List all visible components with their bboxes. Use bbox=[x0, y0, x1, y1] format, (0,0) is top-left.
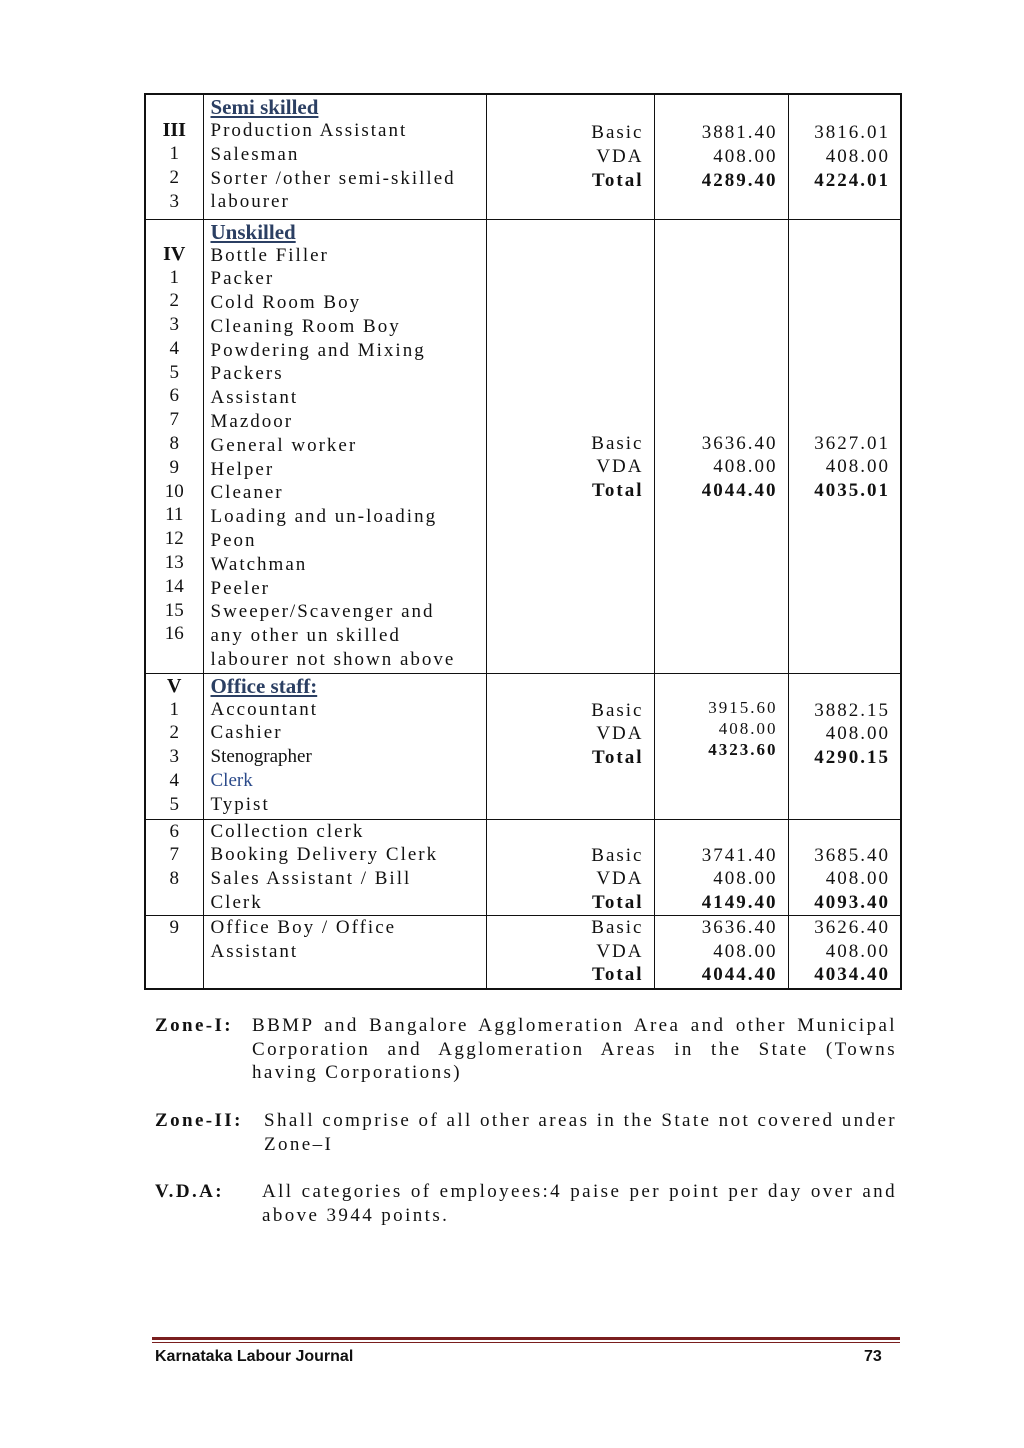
designation: Sorter /other semi-skilled bbox=[210, 167, 456, 189]
vda-note bbox=[155, 1180, 897, 1227]
table-row bbox=[145, 915, 901, 989]
zone1-value: 3741.40 bbox=[701, 844, 778, 866]
note-text: All categories of employees:4 paise per point per day over and above 3944 points. bbox=[262, 1181, 897, 1226]
zone1-value: 4323.60 bbox=[708, 739, 778, 759]
designation-cell bbox=[203, 915, 486, 989]
zone2-note bbox=[155, 1109, 897, 1156]
footer-rule bbox=[152, 1337, 900, 1340]
designation: Bottle Filler bbox=[210, 244, 329, 266]
serial-number: 2 bbox=[169, 722, 179, 744]
designation: Clerk bbox=[210, 769, 253, 791]
table-row bbox=[145, 94, 901, 219]
zone2-cell bbox=[788, 915, 901, 989]
zone2-cell bbox=[788, 819, 901, 915]
serial-cell bbox=[145, 94, 203, 219]
zone2-value: 4093.40 bbox=[814, 892, 890, 914]
category-title: Unskilled bbox=[210, 219, 296, 244]
serial-number: 13 bbox=[164, 552, 184, 574]
page-number: 73 bbox=[864, 1348, 882, 1365]
serial-number: 15 bbox=[164, 599, 184, 621]
zone1-cell bbox=[654, 915, 788, 989]
component-cell bbox=[486, 673, 654, 819]
zone1-value: 4289.40 bbox=[701, 169, 778, 191]
zone1-value: 408.00 bbox=[713, 868, 778, 890]
component-label: VDA bbox=[596, 145, 644, 167]
serial-cell bbox=[145, 219, 203, 673]
zone1-note bbox=[155, 1014, 897, 1085]
designation: Collection clerk bbox=[210, 820, 365, 842]
serial-number: 3 bbox=[169, 746, 179, 768]
component-cell bbox=[486, 915, 654, 989]
zone2-value: 3626.40 bbox=[814, 916, 890, 938]
table-row bbox=[145, 819, 901, 915]
designation: Production Assistant bbox=[210, 120, 408, 141]
component-label: Total bbox=[591, 964, 644, 986]
serial-number: 2 bbox=[169, 290, 179, 312]
component-label: VDA bbox=[596, 723, 644, 745]
serial-cell bbox=[145, 819, 203, 915]
serial-number: 7 bbox=[169, 844, 179, 866]
category-title: Office staff: bbox=[210, 673, 318, 698]
designation: Cleaning Room Boy bbox=[210, 315, 401, 337]
zone2-value: 3685.40 bbox=[814, 844, 890, 866]
zone2-value: 408.00 bbox=[825, 723, 890, 745]
designation: Sweeper/Scavenger and bbox=[210, 601, 435, 623]
designation: Office Boy / Office bbox=[210, 916, 397, 938]
zone1-cell bbox=[654, 673, 788, 819]
zone1-cell bbox=[654, 819, 788, 915]
serial-number: 1 bbox=[169, 698, 179, 720]
serial-number: 9 bbox=[169, 456, 179, 478]
zone2-value: 408.00 bbox=[825, 145, 890, 167]
designation: Peeler bbox=[210, 577, 270, 599]
table-row bbox=[145, 219, 901, 673]
designation: Loading and un-loading bbox=[210, 506, 438, 528]
zone1-value: 3636.40 bbox=[701, 432, 778, 454]
zone1-value: 4149.40 bbox=[701, 892, 778, 914]
zone2-value: 4290.15 bbox=[814, 747, 890, 769]
serial-number: 1 bbox=[169, 143, 179, 164]
serial-number: 7 bbox=[169, 409, 179, 431]
designation: Helper bbox=[210, 458, 275, 480]
note-label: Zone-I: bbox=[155, 1015, 234, 1036]
serial-number: 3 bbox=[169, 190, 179, 212]
serial-number: 8 bbox=[169, 433, 179, 455]
zone2-value: 3882.15 bbox=[814, 699, 890, 721]
designation: Clerk bbox=[210, 891, 263, 913]
zone1-cell bbox=[654, 219, 788, 673]
serial-number: 8 bbox=[169, 868, 179, 890]
component-label: Total bbox=[591, 480, 644, 502]
component-label: Basic bbox=[591, 844, 644, 866]
component-label: VDA bbox=[596, 868, 644, 890]
designation-cell bbox=[203, 673, 486, 819]
zone1-value: 4044.40 bbox=[701, 964, 778, 986]
journal-title: Karnataka Labour Journal bbox=[155, 1348, 354, 1365]
component-cell bbox=[486, 819, 654, 915]
serial-number: 5 bbox=[169, 361, 179, 383]
designation: Assistant bbox=[210, 387, 299, 409]
zone2-value: 408.00 bbox=[825, 868, 890, 890]
component-cell bbox=[486, 94, 654, 219]
serial-cell bbox=[145, 673, 203, 819]
designation: Cleaner bbox=[210, 482, 284, 504]
designation: Booking Delivery Clerk bbox=[210, 844, 439, 866]
component-label: Basic bbox=[591, 916, 644, 938]
note-label: Zone-II: bbox=[155, 1110, 243, 1131]
designation: Packer bbox=[210, 268, 275, 290]
serial-number: 4 bbox=[169, 769, 179, 791]
zone2-cell bbox=[788, 219, 901, 673]
serial-number: 11 bbox=[165, 504, 184, 526]
serial-number: 14 bbox=[164, 575, 184, 597]
serial-number: 1 bbox=[169, 266, 179, 288]
component-label: Basic bbox=[591, 432, 644, 454]
designation: Cashier bbox=[210, 722, 283, 744]
designation: Packers bbox=[210, 363, 284, 385]
designation: Mazdoor bbox=[210, 411, 294, 433]
designation: Cold Room Boy bbox=[210, 292, 362, 314]
designation: Sales Assistant / Bill bbox=[210, 868, 412, 890]
table-row bbox=[145, 673, 901, 819]
serial-number: 2 bbox=[169, 166, 179, 188]
serial-number: 4 bbox=[169, 337, 179, 359]
zone1-value: 4044.40 bbox=[701, 480, 778, 502]
component-label: Total bbox=[591, 892, 644, 914]
serial-number: 6 bbox=[169, 820, 179, 842]
designation: Peon bbox=[210, 530, 257, 552]
component-cell bbox=[486, 219, 654, 673]
note-text: Shall comprise of all other areas in the State not covered under Zone–I bbox=[264, 1110, 897, 1155]
zone2-cell bbox=[788, 94, 901, 219]
designation: Assistant bbox=[210, 940, 299, 962]
zone2-value: 3816.01 bbox=[814, 122, 890, 143]
zone2-value: 4035.01 bbox=[814, 480, 890, 502]
zone1-value: 3881.40 bbox=[701, 122, 778, 143]
zone2-value: 4034.40 bbox=[814, 964, 890, 986]
zone1-value: 408.00 bbox=[718, 718, 778, 738]
component-label: Basic bbox=[591, 699, 644, 721]
designation: Salesman bbox=[210, 143, 300, 165]
designation: Powdering and Mixing bbox=[210, 339, 426, 361]
note-text: BBMP and Bangalore Agglomeration Area and other Municipal Corporation and Agglomeration Areas in the State (Towns having Corporations) bbox=[252, 1015, 897, 1084]
designation: labourer bbox=[210, 191, 290, 213]
designation: General worker bbox=[210, 434, 358, 456]
serial-number: 9 bbox=[169, 916, 179, 938]
designation: labourer not shown above bbox=[210, 649, 456, 671]
serial-number: 12 bbox=[164, 528, 184, 550]
designation-cell bbox=[203, 819, 486, 915]
component-label: Total bbox=[591, 747, 644, 769]
category-title: Semi skilled bbox=[210, 95, 319, 119]
category-number: IV bbox=[163, 242, 186, 265]
component-label: Basic bbox=[591, 122, 644, 143]
serial-number: 16 bbox=[164, 623, 184, 645]
footer-rule bbox=[152, 1342, 900, 1343]
serial-cell bbox=[145, 915, 203, 989]
zone1-value: 3915.60 bbox=[708, 697, 778, 717]
designation: Typist bbox=[210, 793, 270, 815]
zone2-cell bbox=[788, 673, 901, 819]
serial-number: 6 bbox=[169, 385, 179, 407]
designation: Accountant bbox=[210, 698, 319, 720]
category-number: V bbox=[167, 674, 182, 697]
zone2-value: 3627.01 bbox=[814, 432, 890, 454]
serial-number: 5 bbox=[169, 793, 179, 815]
category-number: III bbox=[162, 119, 186, 141]
zone1-value: 3636.40 bbox=[701, 916, 778, 938]
wage-table bbox=[144, 93, 902, 990]
note-label: V.D.A: bbox=[155, 1181, 224, 1202]
zone1-value: 408.00 bbox=[713, 145, 778, 167]
serial-number: 3 bbox=[169, 314, 179, 336]
designation-cell bbox=[203, 219, 486, 673]
designation: Stenographer bbox=[210, 746, 312, 768]
zone1-value: 408.00 bbox=[713, 940, 778, 962]
serial-number: 10 bbox=[164, 480, 184, 502]
designation: Watchman bbox=[210, 553, 308, 575]
zone1-value: 408.00 bbox=[713, 456, 778, 478]
zone1-cell bbox=[654, 94, 788, 219]
zone2-value: 4224.01 bbox=[814, 169, 890, 191]
zone2-value: 408.00 bbox=[825, 456, 890, 478]
component-label: VDA bbox=[596, 940, 644, 962]
component-label: Total bbox=[591, 169, 644, 191]
designation: any other un skilled bbox=[210, 625, 401, 647]
zone2-value: 408.00 bbox=[825, 940, 890, 962]
designation-cell bbox=[203, 94, 486, 219]
component-label: VDA bbox=[596, 456, 644, 478]
